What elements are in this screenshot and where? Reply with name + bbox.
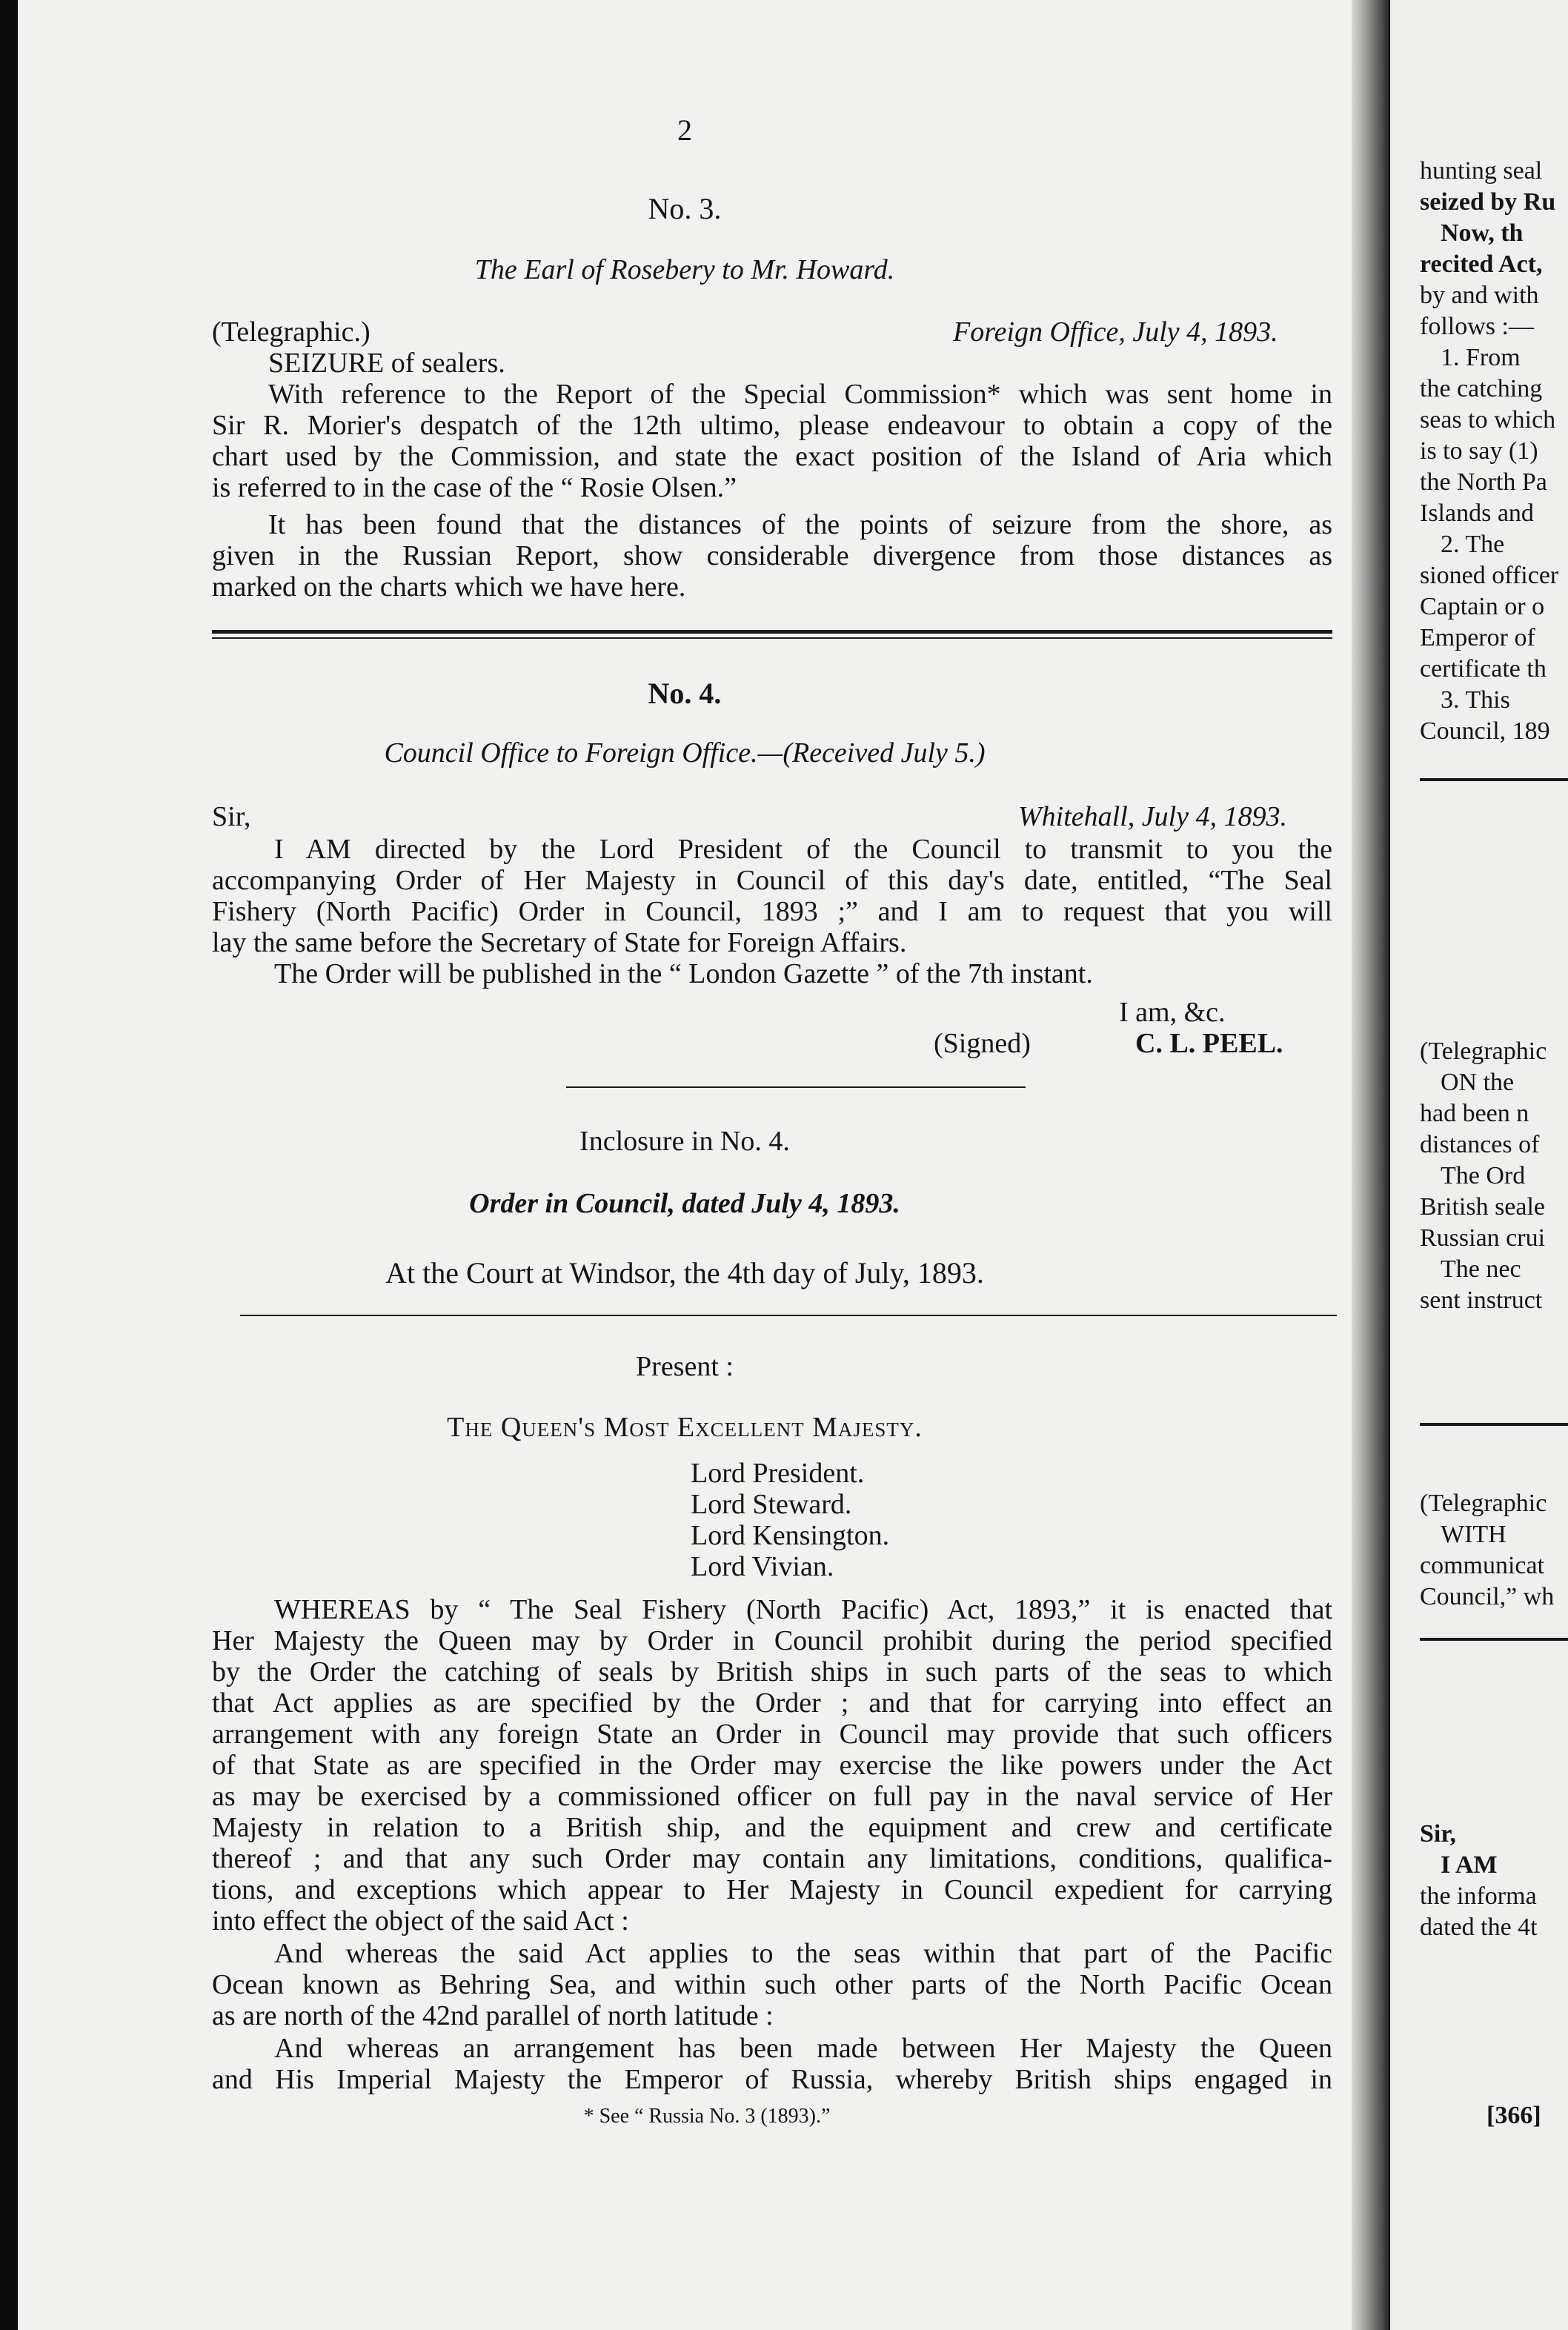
court-line: At the Court at Windsor, the 4th day of July, 1893. (385, 1256, 984, 1290)
facing-line: certificate th (1420, 655, 1547, 683)
facing-line: is to say (1) (1420, 437, 1538, 465)
facing-line: had been n (1420, 1100, 1529, 1127)
order-line: Her Majesty the Queen may by Order in Council prohibit during the period specified (212, 1625, 1332, 1656)
facing-line: I AM (1441, 1851, 1498, 1879)
facing-line: The nec (1441, 1255, 1521, 1283)
facing-line: Captain or o (1420, 593, 1545, 620)
facing-line: Russian crui (1420, 1224, 1546, 1252)
facing-line: Council, 189 (1420, 717, 1550, 745)
order-line: Ocean known as Behring Sea, and within such other parts of the North Pacific Ocean (212, 1969, 1332, 2000)
order-line: as may be exercised by a commissioned officer on full pay in the naval service of Her (212, 1781, 1332, 1812)
facing-line: Now, th (1441, 219, 1524, 247)
doc4-heading: No. 4. (648, 677, 722, 710)
facing-divider (1420, 1423, 1568, 1426)
doc3-line: With reference to the Report of the Special Commission* which was sent home in (268, 379, 1332, 410)
doc3-line: given in the Russian Report, show considerable divergence from those distances as (212, 540, 1332, 571)
order-line: And whereas an arrangement has been made between Her Majesty the Queen (274, 2033, 1332, 2064)
order-line: of that State as are specified in the Order may exercise the like powers under the Act (212, 1750, 1332, 1781)
facing-line: ON the (1441, 1069, 1515, 1096)
doc4-line: Fishery (North Pacific) Order in Council, 1893 ;” and I am to request that you will (212, 896, 1332, 927)
facing-divider (1420, 778, 1568, 781)
doc3-line: It has been found that the distances of the points of seizure from the shore, as (268, 509, 1332, 540)
document-page (18, 0, 1352, 2330)
facing-line: British seale (1420, 1193, 1546, 1221)
facing-line: Council,” wh (1420, 1583, 1555, 1610)
order-line: that Act applies as are specified by the Order ; and that for carrying into effect an (212, 1687, 1332, 1719)
facing-divider (1420, 1638, 1568, 1641)
majesty-line: The Queen's Most Excellent Majesty. (447, 1412, 923, 1443)
lord-name: Lord Steward. (691, 1489, 852, 1520)
doc4-place-date: Whitehall, July 4, 1893. (1018, 801, 1288, 832)
order-line: tions, and exceptions which appear to Her Majesty in Council expedient for carrying (212, 1874, 1332, 1905)
doc3-heading: No. 3. (648, 192, 722, 225)
order-line: arrangement with any foreign State an Order in Council may provide that such officers (212, 1719, 1332, 1750)
order-line: thereof ; and that any such Order may contain any limitations, conditions, qualifica- (212, 1843, 1332, 1874)
facing-line: (Telegraphic (1420, 1038, 1547, 1065)
facing-page-mark: [366] (1486, 2102, 1541, 2129)
inclosure-title: Order in Council, dated July 4, 1893. (469, 1188, 900, 1219)
facing-line: sent instruct (1420, 1287, 1543, 1314)
facing-line: the catching (1420, 375, 1543, 402)
section-divider-thin (212, 637, 1332, 639)
doc4-title: Council Office to Foreign Office.—(Received July 5.) (384, 737, 986, 769)
facing-line: Emperor of (1420, 624, 1535, 651)
lord-name: Lord Vivian. (691, 1551, 834, 1582)
doc4-line: lay the same before the Secretary of State for Foreign Affairs. (212, 927, 907, 958)
section-divider (212, 630, 1332, 634)
facing-line: seas to which (1420, 406, 1556, 434)
doc4-signed-name: C. L. PEEL. (1135, 1028, 1283, 1059)
facing-line: the informa (1420, 1882, 1537, 1910)
inclosure-heading: Inclosure in No. 4. (579, 1126, 790, 1157)
facing-line: The Ord (1441, 1162, 1526, 1189)
facing-line: 2. The (1441, 531, 1505, 558)
facing-line: sioned officer (1420, 562, 1559, 589)
facing-line: seized by Ru (1420, 188, 1556, 216)
thin-divider (240, 1315, 1337, 1316)
doc4-line: I AM directed by the Lord President of the Council to transmit to you the (274, 834, 1332, 865)
facing-line: 3. This (1441, 686, 1510, 714)
short-divider (566, 1086, 1026, 1088)
order-line: by the Order the catching of seals by British ships in such parts of the seas to which (212, 1656, 1332, 1687)
doc4-signed-label: (Signed) (934, 1028, 1031, 1059)
facing-line: recited Act, (1420, 250, 1543, 278)
doc3-place-date: Foreign Office, July 4, 1893. (953, 316, 1278, 348)
doc3-line: marked on the charts which we have here. (212, 571, 686, 603)
facing-line: by and with (1420, 282, 1539, 309)
facing-line: Islands and (1420, 499, 1534, 527)
doc4-line: accompanying Order of Her Majesty in Council of this day's date, entitled, “The Seal (212, 865, 1332, 896)
facing-line: WITH (1441, 1521, 1506, 1548)
order-line: WHEREAS by “ The Seal Fishery (North Pacific) Act, 1893,” it is enacted that (274, 1594, 1332, 1625)
facing-line: the North Pa (1420, 468, 1547, 496)
doc3-mode: (Telegraphic.) (212, 316, 371, 348)
doc3-line: Sir R. Morier's despatch of the 12th ultimo, please endeavour to obtain a copy of the (212, 410, 1332, 441)
order-line: And whereas the said Act applies to the seas within that part of the Pacific (274, 1938, 1332, 1969)
facing-line: dated the 4t (1420, 1914, 1538, 1941)
present-label: Present : (636, 1351, 734, 1382)
order-line: and His Imperial Majesty the Emperor of Russia, whereby British ships engaged in (212, 2064, 1332, 2095)
facing-line: Sir, (1420, 1820, 1456, 1848)
facing-line: communicat (1420, 1552, 1545, 1579)
facing-page (1390, 0, 1568, 2330)
order-line: into effect the object of the said Act : (212, 1905, 629, 1936)
lord-name: Lord President. (691, 1458, 865, 1489)
facing-line: distances of (1420, 1131, 1540, 1158)
facing-line: 1. From (1441, 344, 1521, 371)
order-line: as are north of the 42nd parallel of north latitude : (212, 2000, 774, 2031)
footnote: * See “ Russia No. 3 (1893).” (583, 2105, 831, 2128)
doc3-line: SEIZURE of sealers. (268, 348, 505, 379)
doc3-line: chart used by the Commission, and state the exact position of the Island of Aria which (212, 441, 1332, 472)
facing-line: (Telegraphic (1420, 1490, 1547, 1517)
page-number: 2 (677, 113, 692, 147)
doc3-title: The Earl of Rosebery to Mr. Howard. (474, 254, 895, 285)
order-line: Majesty in relation to a British ship, and the equipment and crew and certificate (212, 1812, 1332, 1843)
facing-line: follows :— (1420, 313, 1534, 340)
facing-line: hunting seal (1420, 157, 1543, 185)
doc4-line: The Order will be published in the “ London Gazette ” of the 7th instant. (274, 958, 1093, 989)
book-gutter (1352, 0, 1389, 2330)
doc3-line: is referred to in the case of the “ Rosie Olsen.” (212, 472, 737, 503)
lord-name: Lord Kensington. (691, 1520, 890, 1551)
doc4-salutation: Sir, (212, 801, 251, 832)
doc4-closing: I am, &c. (1119, 997, 1226, 1028)
